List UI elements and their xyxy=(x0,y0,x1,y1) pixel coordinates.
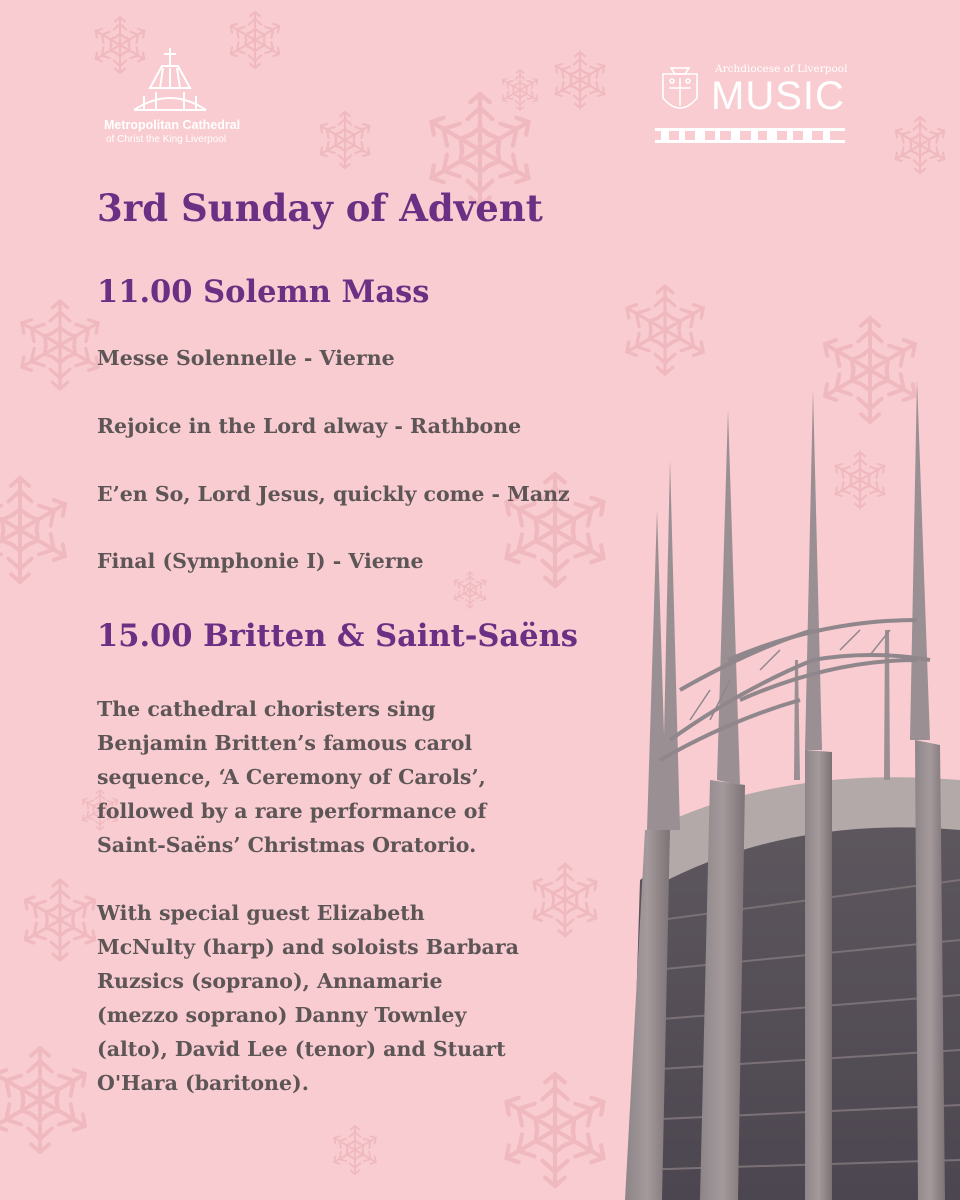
archdiocese-label: Archdiocese of Liverpool xyxy=(715,63,848,75)
archdiocese-music-logo xyxy=(655,60,855,155)
concert-heading: 15.00 Britten & Saint-Saëns xyxy=(97,618,578,654)
program-item: E’en So, Lord Jesus, quickly come - Manz xyxy=(97,482,570,506)
mass-heading: 11.00 Solemn Mass xyxy=(97,274,430,310)
program-item: Rejoice in the Lord alway - Rathbone xyxy=(97,414,522,438)
cathedral-logo-location: of Christ the King Liverpool xyxy=(106,134,227,145)
cathedral-tower-image xyxy=(600,360,960,1200)
music-wordmark: MUSIC xyxy=(711,74,845,118)
cathedral-logo-name: Metropolitan Cathedral xyxy=(104,118,241,132)
music-crest-icon xyxy=(655,64,705,122)
cathedral-logo-icon xyxy=(130,46,210,116)
program-item: Final (Symphonie I) - Vierne xyxy=(97,549,424,573)
concert-description: The cathedral choristers sing Benjamin Britten’s famous carol sequence, ‘A Ceremony of Carols’, followed by a rare performance of Saint-Saëns’ Christmas Oratorio. xyxy=(97,697,487,857)
program-item: Messe Solennelle - Vierne xyxy=(97,346,395,370)
concert-performers: With special guest Elizabeth McNulty (harp) and soloists Barbara Ruzsics (soprano), Annamarie (mezzo soprano) Danny Townley (alto), David Lee (tenor) and Stuart O'Hara (baritone). xyxy=(97,901,519,1095)
cathedral-logo xyxy=(100,46,250,156)
page-title: 3rd Sunday of Advent xyxy=(97,186,543,230)
decorative-band xyxy=(655,122,850,148)
